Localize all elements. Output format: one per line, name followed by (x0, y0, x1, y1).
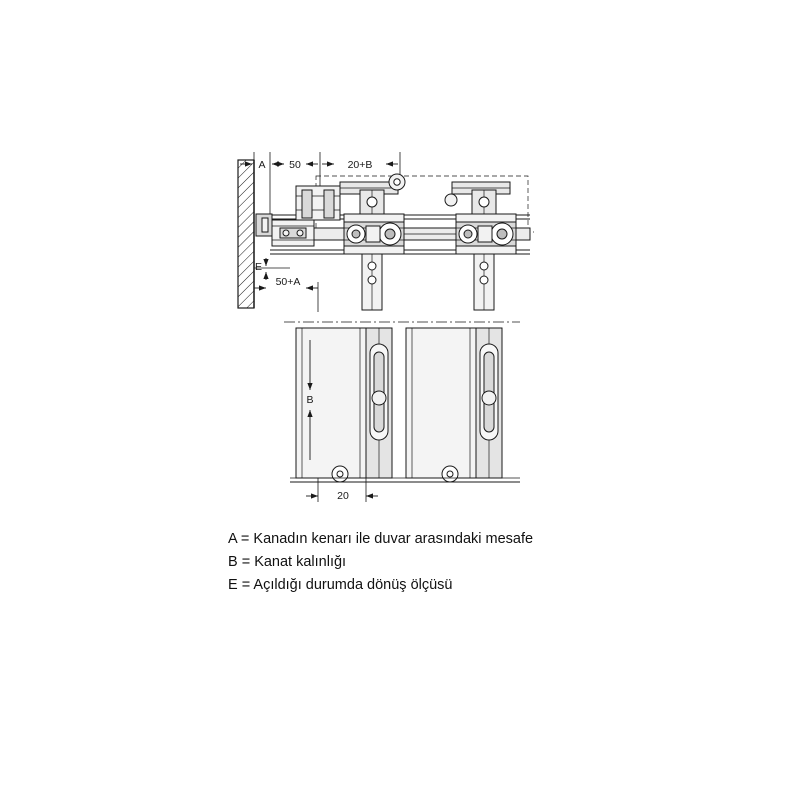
dim-b-label: B (306, 394, 314, 406)
legend-line-e: E = Açıldığı durumda dönüş ölçüsü (228, 577, 453, 593)
dim-a-label: A (258, 159, 266, 171)
guide-box-left (296, 186, 340, 220)
dim-50a-label: 50+A (275, 276, 301, 288)
dim-20-label: 20 (337, 490, 349, 502)
dim-50-label: 50 (289, 159, 301, 171)
legend-line-b: B = Kanat kalınlığı (228, 554, 347, 570)
carriage-left (344, 190, 404, 310)
elevation-view-bottom (290, 328, 520, 502)
plan-view-top (256, 174, 534, 310)
carriage-right (456, 190, 516, 310)
dim-50a-group (254, 276, 318, 312)
legend (228, 528, 648, 597)
leaf-panel-right (406, 328, 502, 478)
dim-20b-label: 20+B (347, 159, 373, 171)
wall-section (238, 160, 254, 308)
legend-line-a: A = Kanadın kenarı ile duvar arasındaki mesafe (228, 531, 534, 547)
dim-e-label: E (254, 261, 262, 273)
